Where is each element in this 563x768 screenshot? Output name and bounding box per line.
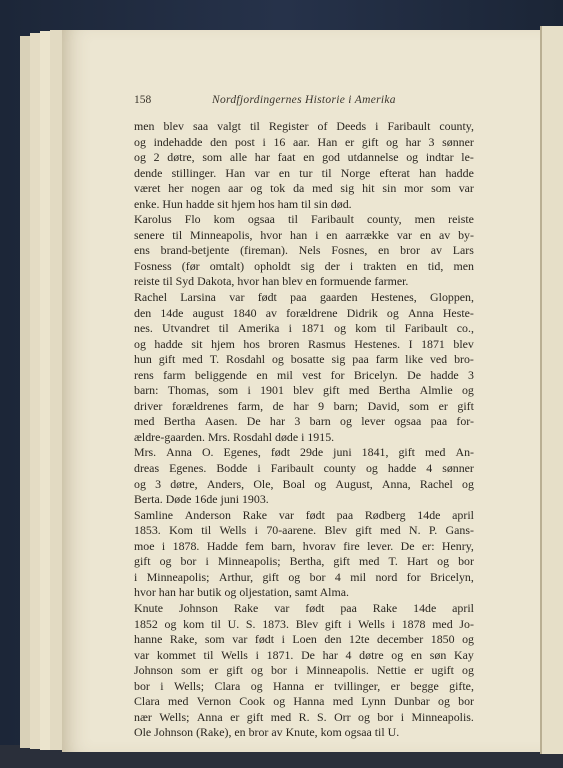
text-line: nær Wells; Anna er gift med R. S. Orr og bor i Minneapolis.	[134, 709, 474, 724]
text-line: hanne Rake, som var født i Loen den 12te december 1850 og	[134, 632, 474, 647]
text-line: nes. Utvandret til Amerika i 1871 og kom til Faribault co.,	[134, 321, 474, 336]
text-line: Johnson som er gift og bor i Minneapolis. Nettie er ugift og	[134, 663, 474, 678]
facing-page-edge	[540, 26, 563, 754]
text-line: Fosness (før omtalt) opholdt sig der i trakten en tid, men	[134, 258, 474, 273]
text-line: og indehadde den post i 16 aar. Han er gift og har 3 sønner	[134, 134, 474, 149]
text-line: i Minneapolis; Arthur, gift og bor 4 mil nord for Bricelyn,	[134, 569, 474, 584]
text-line: og 3 døtre, Anders, Ole, Boal og August, Anna, Rachel og	[134, 476, 474, 491]
text-line: gift og bor i Minneapolis; Bertha, gift med T. Hart og bor	[134, 554, 474, 569]
text-line: Berta. Døde 16de juni 1903.	[134, 492, 269, 507]
text-line: Mrs. Anna O. Egenes, født 29de juni 1841, gift med An-	[134, 445, 474, 460]
text-line: reiste til Syd Dakota, hvor han blev en formuende farmer.	[134, 274, 409, 289]
text-line: bor i Wells; Clara og Hanna er tvillinger, er begge gifte,	[134, 678, 474, 693]
text-line: enke. Hun hadde sit hjem hos ham til sin død.	[134, 196, 352, 211]
text-line: og hadde sit hjem hos broren Rasmus Hestenes. I 1871 blev	[134, 336, 474, 351]
running-head: Nordfjordingernes Historie i Amerika	[212, 94, 396, 106]
text-line: været her nogen aar og tok da med sig hit sin mor som var	[134, 181, 474, 196]
text-line: ældre-gaarden. Mrs. Rosdahl døde i 1915.	[134, 429, 335, 444]
text-line: rens farm beliggende en mil vest for Bricelyn. De hadde 3	[134, 367, 474, 382]
text-line: driver forældrenes farm, de har 9 barn; David, som er gift	[134, 398, 474, 413]
text-line: barn: Thomas, som i 1901 blev gift med Bertha Almlie og	[134, 383, 474, 398]
text-line: Rachel Larsina var født paa gaarden Hestenes, Gloppen,	[134, 290, 474, 305]
text-line: 1852 og kom til U. S. 1873. Blev gift i Wells i 1878 med Jo-	[134, 616, 474, 631]
text-line: 1853. Kom til Wells i 70-aarene. Blev gift med N. P. Gans-	[134, 523, 474, 538]
page-number: 158	[134, 94, 152, 106]
text-line: ens brand-betjente (fireman). Nels Fosnes, en bror av Lars	[134, 243, 474, 258]
text-line: dreas Egenes. Bodde i Faribault county og hadde 4 sønner	[134, 461, 474, 476]
text-line: dende stillinger. Han var en tur til Norge efterat han hadde	[134, 165, 474, 180]
text-line: moe i 1878. Hadde fem barn, hvorav fire lever. De er: Henry,	[134, 538, 474, 553]
text-line: den 14de august 1840 av forældrene Didrik og Anna Heste-	[134, 305, 474, 320]
text-line: var kommet til Wells i 1871. De har 4 døtre og en søn Kay	[134, 647, 474, 662]
body-text	[134, 119, 474, 741]
text-line: men blev saa valgt til Register of Deeds i Faribault county,	[134, 119, 474, 133]
text-line: hun gift med T. Rosdahl og bosatte sig paa farm like ved bro-	[134, 352, 474, 367]
text-line: og 2 døtre, som alle har faat en god utdannelse og indtar le-	[134, 150, 474, 165]
text-line: Samline Anderson Rake var født paa Rødberg 14de april	[134, 507, 474, 522]
text-line: Knute Johnson Rake var født paa Rake 14de april	[134, 600, 474, 615]
text-line: Karolus Flo kom ogsaa til Faribault county, men reiste	[134, 212, 474, 227]
text-line: Clara med Vernon Cook og Hanna med Lynn Dunbar og bor	[134, 694, 474, 709]
text-line: Ole Johnson (Rake), en bror av Knute, kom ogsaa til U.	[134, 725, 400, 740]
text-line: hvor han har butik og oljestation, samt Alma.	[134, 585, 349, 600]
text-line: med Bertha Aasen. De har 3 barn og lever ogsaa paa for-	[134, 414, 474, 429]
text-line: senere til Minneapolis, hvor han i en aarrække var en av by-	[134, 227, 474, 242]
